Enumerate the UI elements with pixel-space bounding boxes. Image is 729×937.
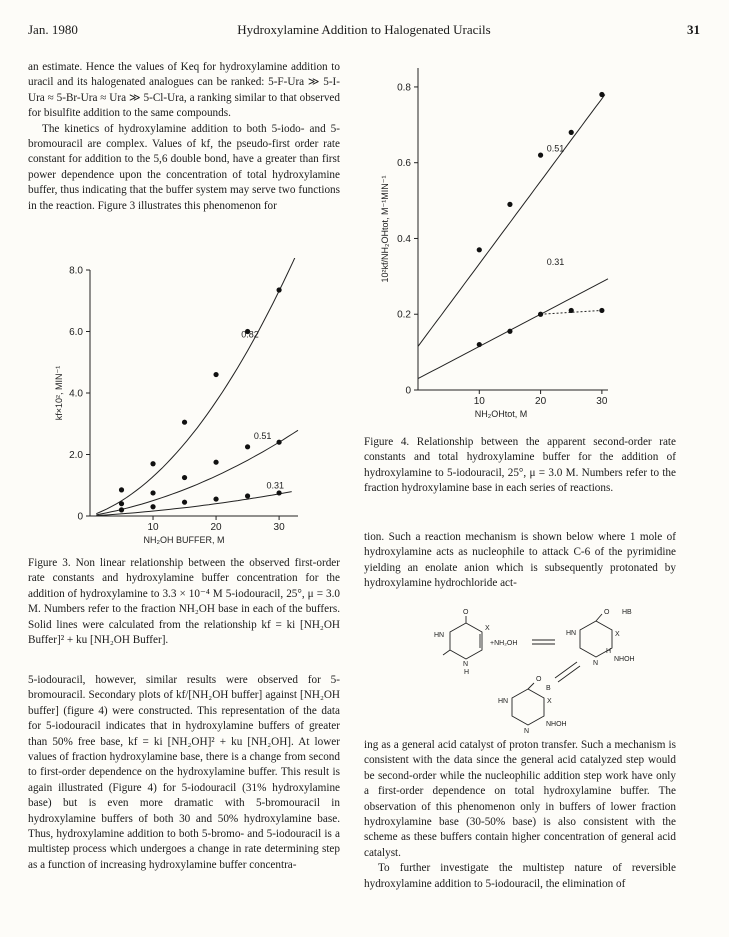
scheme-label: H bbox=[606, 648, 612, 655]
paragraph-further: To further investigate the multistep nature of reversible hydroxylamine addition to 5-iodouracil, the elimination of bbox=[364, 862, 676, 890]
y-tick-label: 4.0 bbox=[69, 388, 83, 400]
left-column-bottom bbox=[28, 673, 340, 873]
data-point-0.51 bbox=[276, 440, 281, 445]
scheme-label: N bbox=[524, 728, 530, 735]
y-tick-label: 0.4 bbox=[397, 233, 411, 245]
running-title: Hydroxylamine Addition to Halogenated Uracils bbox=[237, 22, 491, 37]
data-point-0.31 bbox=[507, 329, 512, 334]
data-point-0.31 bbox=[213, 496, 218, 501]
scheme-label: X bbox=[615, 631, 620, 638]
scheme-label: N bbox=[593, 660, 599, 667]
series-label: 0.51 bbox=[546, 143, 565, 154]
x-axis-label: NH₂OH BUFFER, M bbox=[143, 535, 225, 545]
series-line-0.51 bbox=[96, 430, 298, 515]
scheme-label: NHOH bbox=[546, 721, 567, 728]
right-column-bottom bbox=[364, 738, 676, 892]
paragraph-acid-catalyst: ing as a general acid catalyst of proton transfer. Such a mechanism is consistent with the data since the general acid catalyzed step would be second-order while the nucleophilic addition step work have only a first-order dependence on total hydroxylamine buffer. The observation of this phenomenon only in buffers of lower fraction hydroxylamine base (30-50% base) is also consistent with the scheme as these buffers contain higher concentration of general acid catalyst. bbox=[364, 739, 676, 859]
data-point-0.51 bbox=[182, 475, 187, 480]
data-point-0.82 bbox=[276, 287, 281, 292]
data-point-0.82 bbox=[182, 420, 187, 425]
data-point-0.51 bbox=[119, 501, 124, 506]
x-tick-label: 10 bbox=[147, 522, 159, 533]
data-point-0.51 bbox=[150, 490, 155, 495]
figure-3-caption: Figure 3. Non linear relationship between the observed first-order rate constants and hydroxylamine buffer concentration for the addition of hydroxylamine to 3.3 × 10⁻⁴ M 5-iodouracil, 25°, μ = 3.0 M. Numbers refer to the fraction NH₂OH base in each of the buffers. Solid lines were calculated from the relationship kf = ki [NH₂OH Buffer]² + ku [NH₂OH Buffer]. bbox=[28, 557, 340, 647]
y-tick-label: 0.2 bbox=[397, 309, 411, 321]
data-point-0.51 bbox=[599, 92, 604, 97]
carbonyl-bond-2 bbox=[443, 650, 450, 655]
scheme-label: HN bbox=[566, 630, 577, 637]
data-point-0.31 bbox=[599, 308, 604, 313]
data-point-0.51 bbox=[569, 130, 574, 135]
paragraph-mechanism: tion. Such a reaction mechanism is shown below where 1 mole of hydroxylamine acts as nucleophile to attack C-6 of the pyrimidine yielding an enolate anion which is subsequently protonated by hydroxylamine hydrochloride act- bbox=[364, 531, 676, 590]
paragraph-kinetics: The kinetics of hydroxylamine addition to both 5-iodo- and 5-bromouracil are complex. Values of kf, the pseudo-first order rate constant for addition to the 5,6 double bond, have a greater than first power dependence upon the concentration of total hydroxylamine buffer, thus indicating that the buffer system may serve two functions in the reaction. Figure 3 illustrates this phenomenon for bbox=[28, 122, 340, 212]
data-point-0.31 bbox=[477, 342, 482, 347]
running-header bbox=[28, 22, 700, 42]
x-tick-label: 20 bbox=[535, 396, 547, 407]
data-point-0.82 bbox=[213, 372, 218, 377]
data-point-0.31 bbox=[538, 312, 543, 317]
x-tick-label: 30 bbox=[273, 522, 285, 533]
series-line-0.82 bbox=[96, 258, 298, 514]
scheme-label: O bbox=[604, 609, 610, 616]
series-label: 0.31 bbox=[266, 480, 285, 491]
scheme-label: X bbox=[547, 698, 552, 705]
scheme-label: O bbox=[536, 676, 542, 683]
x-axis-label: NH₂OHtot, M bbox=[474, 409, 528, 419]
scheme-label: N bbox=[463, 661, 469, 668]
page-number: 31 bbox=[687, 22, 700, 37]
right-column-mid bbox=[364, 530, 676, 592]
uracil-ring-left bbox=[450, 623, 482, 659]
series-label: 0.51 bbox=[253, 431, 272, 442]
series-line-0.31 bbox=[418, 279, 608, 379]
enolate-bond bbox=[596, 614, 602, 621]
y-axis-label: kf×10², MIN⁻¹ bbox=[54, 365, 64, 421]
reaction-scheme bbox=[420, 606, 650, 736]
adduct-ring bbox=[512, 689, 544, 725]
diag-arrow-2 bbox=[555, 662, 577, 678]
figure-4-plot bbox=[372, 62, 672, 422]
series-label: 0.31 bbox=[546, 256, 565, 267]
scheme-label: H bbox=[464, 669, 470, 676]
paragraph-keq: an estimate. Hence the values of Keq for hydroxylamine addition to uracil and its halogenated analogues can be ranked: 5-F-Ura ≫ 5-I-Ura ≈ 5-Br-Ura ≈ Ura ≫ 5-Cl-Ura, a ranking similar to that observed for bisulfite addition to the same compounds. bbox=[28, 61, 340, 120]
y-tick-label: 2.0 bbox=[69, 450, 83, 461]
y-tick-label: 0 bbox=[405, 385, 411, 397]
diag-arrow-1 bbox=[558, 666, 580, 682]
data-point-0.51 bbox=[507, 202, 512, 207]
scheme-label: X bbox=[485, 625, 490, 632]
y-tick-label: 0.6 bbox=[397, 158, 411, 170]
scheme-label: NHOH bbox=[614, 656, 635, 663]
data-point-0.82 bbox=[119, 487, 124, 492]
data-point-0.82 bbox=[150, 461, 155, 466]
left-column-top bbox=[28, 60, 340, 214]
figure-4-caption: Figure 4. Relationship between the apparent second-order rate constants and total hydroxylamine buffer for the addition of hydroxylamine to 5-iodouracil, 25°, μ = 3.0 M. Numbers refer to the fraction hydroxylamine base in each series of reactions. bbox=[364, 436, 676, 495]
data-point-0.51 bbox=[538, 153, 543, 158]
data-point-0.31 bbox=[569, 308, 574, 313]
data-point-0.51 bbox=[213, 460, 218, 465]
x-tick-label: 20 bbox=[210, 522, 222, 533]
y-tick-label: 8.0 bbox=[69, 265, 83, 277]
series-line-0.31 bbox=[96, 492, 291, 516]
y-tick-label: 0.8 bbox=[397, 82, 411, 94]
scheme-reagent: +NH₂OH bbox=[490, 640, 518, 647]
data-point-0.31 bbox=[150, 504, 155, 509]
data-point-0.31 bbox=[276, 490, 281, 495]
data-point-0.31 bbox=[245, 493, 250, 498]
data-point-0.51 bbox=[477, 247, 482, 252]
scheme-label: B bbox=[546, 685, 551, 692]
x-tick-label: 10 bbox=[473, 396, 485, 407]
series-label: 0.82 bbox=[241, 329, 259, 340]
data-point-0.51 bbox=[245, 444, 250, 449]
scheme-label: HB bbox=[622, 609, 632, 616]
data-point-0.31 bbox=[119, 507, 124, 512]
scheme-label: HN bbox=[498, 698, 509, 705]
x-tick-label: 30 bbox=[596, 396, 608, 407]
data-point-0.31 bbox=[182, 500, 187, 505]
journal-date: Jan. 1980 bbox=[28, 22, 78, 37]
y-axis-label: 10²kf/NH₂OHtot, M⁻¹MIN⁻¹ bbox=[380, 175, 390, 283]
y-tick-label: 6.0 bbox=[69, 327, 83, 338]
adduct-bond bbox=[528, 683, 534, 689]
paragraph-secondary-plots: 5-iodouracil, however, similar results were observed for 5-bromouracil. Secondary plots of kf/[NH₂OH buffer] against [NH₂OH buffer] (figure 4) were constructed. This representation of the data for 5-iodouracil indicates that in hydroxylamine buffers of greater than 50% free base, kf = ki [NH₂OH]² + ku [NH₂OH]. At lower values of fraction hydroxylamine base, there is a change from second to first-order dependence on the hydroxylamine buffer. This result is again illustrated (Figure 4) for 5-iodouracil (31% hydroxylamine base) but is even more dramatic with 5-bromouracil in hydroxylamine buffers of both 30 and 50% hydroxylamine base. Thus, hydroxylamine addition to both 5-bromo- and 5-iodouracil is a multistep process which undergoes a change in rate determining step as a function of increasing hydroxylamine buffer concentra- bbox=[28, 674, 340, 871]
scheme-label: HN bbox=[434, 632, 445, 639]
scheme-label: O bbox=[463, 609, 469, 616]
y-tick-label: 0 bbox=[77, 511, 83, 523]
series-line-0.51 bbox=[418, 95, 605, 347]
figure-3-plot bbox=[28, 258, 340, 548]
